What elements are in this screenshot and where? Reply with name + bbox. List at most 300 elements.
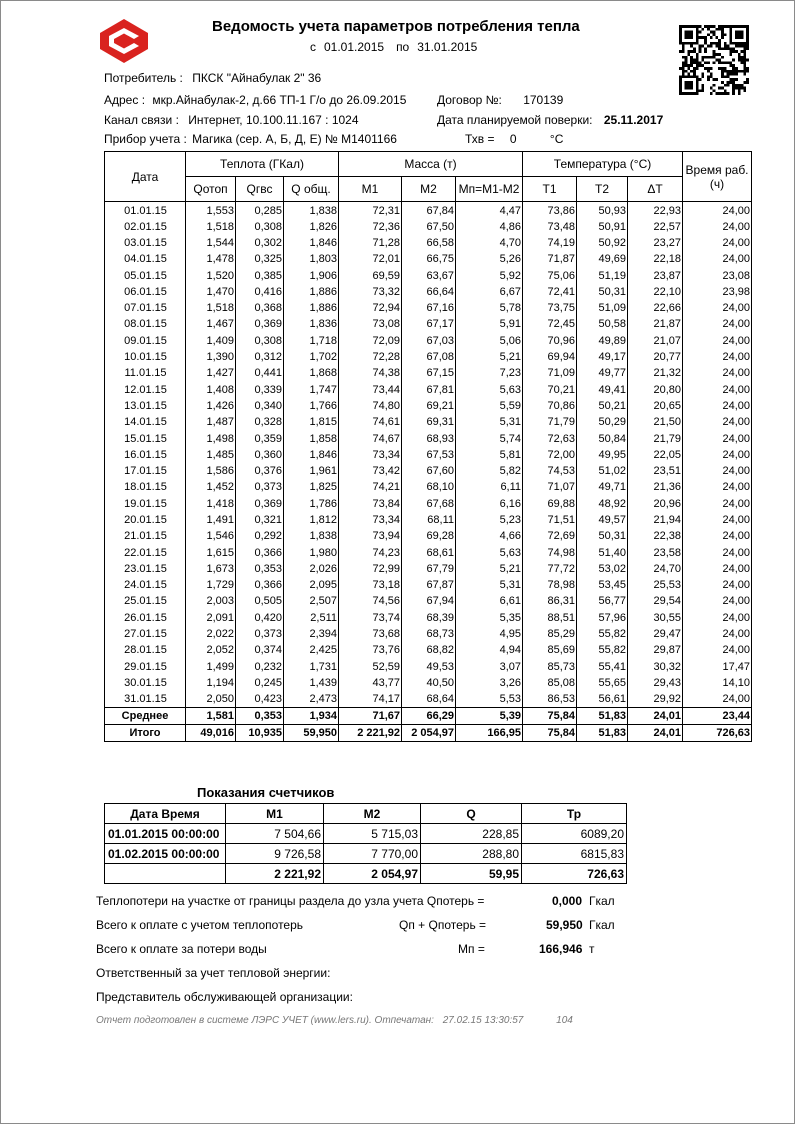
cell-qotop: 1,546	[186, 529, 236, 545]
cell-qotop: 1,452	[186, 480, 236, 496]
cell-time: 24,00	[683, 578, 752, 594]
cell-time: 24,00	[683, 529, 752, 545]
cell-m2: 68,11	[402, 512, 456, 528]
cell-m1: 74,21	[339, 480, 402, 496]
cell-time: 24,00	[683, 235, 752, 251]
table-row	[105, 594, 752, 610]
cell-qtotal: 1,731	[284, 659, 339, 675]
meters-cell: 01.01.2015 00:00:00	[105, 824, 226, 844]
cell-dt: 20,77	[628, 349, 683, 365]
cell-m2: 40,50	[402, 675, 456, 691]
cell-m2: 67,03	[402, 333, 456, 349]
cell-dt: 22,10	[628, 284, 683, 300]
cell-date: 11.01.15	[105, 366, 186, 382]
table-row	[105, 659, 752, 675]
cell-dt: 29,92	[628, 692, 683, 708]
cell-mp: 6,11	[456, 480, 523, 496]
cell-qgvs: 0,369	[236, 317, 284, 333]
cell-m1: 72,99	[339, 561, 402, 577]
cell-mp: 5,81	[456, 447, 523, 463]
address-line	[104, 93, 406, 107]
cell-m1: 74,23	[339, 545, 402, 561]
cell-dt: 21,07	[628, 333, 683, 349]
verify-date: 25.11.2017	[603, 113, 664, 127]
cell-m2: 67,17	[402, 317, 456, 333]
cell-m2: 63,67	[402, 268, 456, 284]
cell-dt: 25,53	[628, 578, 683, 594]
cell-time: 24,00	[683, 447, 752, 463]
table-row	[105, 512, 752, 528]
cell-t1: 75,84	[523, 725, 577, 742]
cell-qtotal: 1,886	[284, 300, 339, 316]
table-row	[105, 415, 752, 431]
channel-line	[104, 113, 359, 127]
col-time-header: Время раб.(ч)	[683, 152, 752, 202]
verify-line	[437, 113, 663, 127]
cell-qotop: 1,553	[186, 202, 236, 220]
cell-m1: 74,56	[339, 594, 402, 610]
period-from: 01.01.2015	[324, 40, 385, 54]
table-row	[105, 366, 752, 382]
table-row	[105, 382, 752, 398]
cell-m1: 73,94	[339, 529, 402, 545]
footer-page: 104	[556, 1015, 573, 1026]
cell-qotop: 1,487	[186, 415, 236, 431]
qr-code-icon	[679, 25, 749, 95]
meters-cell: 6089,20	[522, 824, 627, 844]
cell-t1: 70,21	[523, 382, 577, 398]
cell-time: 24,00	[683, 496, 752, 512]
meters-col-header: М1	[226, 804, 324, 824]
cell-m1: 72,36	[339, 219, 402, 235]
loss-label: Теплопотери на участке от границы раздела до узла учета Qпотерь =	[96, 894, 485, 908]
col-mp-header: Мп=М1-М2	[456, 177, 523, 202]
cell-m1: 73,32	[339, 284, 402, 300]
cell-date: 16.01.15	[105, 447, 186, 463]
cell-qgvs: 0,302	[236, 235, 284, 251]
meters-col-header: Q	[421, 804, 522, 824]
cell-qotop: 1,498	[186, 431, 236, 447]
cell-m2: 2 054,97	[402, 725, 456, 742]
contract-value: 170139	[523, 93, 564, 107]
cell-date: 26.01.15	[105, 610, 186, 626]
cell-time: 17,47	[683, 659, 752, 675]
table-row	[105, 202, 752, 220]
table-row	[105, 561, 752, 577]
water-formula: Мп =	[458, 942, 485, 956]
cell-time: 24,00	[683, 512, 752, 528]
cell-m2: 66,58	[402, 235, 456, 251]
water-unit: т	[589, 942, 595, 956]
cell-qtotal: 2,026	[284, 561, 339, 577]
cell-dt: 29,87	[628, 643, 683, 659]
cell-m1: 74,61	[339, 415, 402, 431]
cell-time: 24,00	[683, 626, 752, 642]
txv-value: 0	[509, 132, 517, 146]
cell-t1: 75,84	[523, 708, 577, 725]
cell-qgvs: 0,359	[236, 431, 284, 447]
cell-m2: 67,15	[402, 366, 456, 382]
table-row	[105, 529, 752, 545]
cell-date: 01.01.15	[105, 202, 186, 220]
table-row	[105, 480, 752, 496]
cell-qgvs: 0,245	[236, 675, 284, 691]
cell-t2: 48,92	[577, 496, 628, 512]
table-row	[105, 300, 752, 316]
table-row	[105, 692, 752, 708]
cell-m1: 71,28	[339, 235, 402, 251]
cell-m2: 67,16	[402, 300, 456, 316]
col-m2-header: М2	[402, 177, 456, 202]
cell-m1: 74,80	[339, 398, 402, 414]
cell-qgvs: 0,292	[236, 529, 284, 545]
cell-time: 24,00	[683, 202, 752, 220]
cell-dt: 23,58	[628, 545, 683, 561]
txv-unit: °С	[549, 132, 564, 146]
device-line	[104, 132, 397, 146]
table-row	[105, 675, 752, 691]
cell-dt: 22,05	[628, 447, 683, 463]
cell-time: 24,00	[683, 480, 752, 496]
cell-qtotal: 1,812	[284, 512, 339, 528]
cell-qotop: 1,485	[186, 447, 236, 463]
cell-qotop: 1,409	[186, 333, 236, 349]
cell-t1: 70,86	[523, 398, 577, 414]
cell-time: 24,00	[683, 300, 752, 316]
cell-date: 22.01.15	[105, 545, 186, 561]
cell-t1: 72,41	[523, 284, 577, 300]
cell-t1: 71,07	[523, 480, 577, 496]
cell-qgvs: 0,420	[236, 610, 284, 626]
cell-mp: 5,59	[456, 398, 523, 414]
cell-dt: 30,55	[628, 610, 683, 626]
cell-t2: 49,95	[577, 447, 628, 463]
cell-t1: 86,31	[523, 594, 577, 610]
cell-t2: 50,58	[577, 317, 628, 333]
cell-t1: 85,08	[523, 675, 577, 691]
cell-m1: 72,28	[339, 349, 402, 365]
cell-qotop: 1,586	[186, 463, 236, 479]
cell-time: 24,00	[683, 398, 752, 414]
cell-t1: 71,79	[523, 415, 577, 431]
cell-dt: 23,27	[628, 235, 683, 251]
cell-qtotal: 59,950	[284, 725, 339, 742]
cell-qgvs: 0,232	[236, 659, 284, 675]
cell-qtotal: 1,826	[284, 219, 339, 235]
cell-m1: 73,18	[339, 578, 402, 594]
cell-time: 24,00	[683, 317, 752, 333]
cell-date: 25.01.15	[105, 594, 186, 610]
cell-mp: 5,63	[456, 545, 523, 561]
cell-mp: 5,53	[456, 692, 523, 708]
cell-t2: 49,17	[577, 349, 628, 365]
col-m1-header: М1	[339, 177, 402, 202]
cell-qtotal: 1,825	[284, 480, 339, 496]
cell-dt: 21,94	[628, 512, 683, 528]
cell-m1: 72,94	[339, 300, 402, 316]
cell-t1: 74,98	[523, 545, 577, 561]
cell-qgvs: 0,505	[236, 594, 284, 610]
cell-qotop: 1,470	[186, 284, 236, 300]
channel-value: Интернет, 10.100.11.167 : 1024	[188, 113, 359, 127]
cell-m1: 43,77	[339, 675, 402, 691]
cell-time: 24,00	[683, 252, 752, 268]
cell-t2: 49,77	[577, 366, 628, 382]
cell-t1: 69,94	[523, 349, 577, 365]
cell-m2: 67,50	[402, 219, 456, 235]
cell-qtotal: 1,846	[284, 447, 339, 463]
cell-date: 13.01.15	[105, 398, 186, 414]
table-row	[105, 235, 752, 251]
cell-mp: 5,74	[456, 431, 523, 447]
average-row	[105, 708, 752, 725]
contract-label: Договор №:	[437, 93, 502, 107]
table-row	[105, 496, 752, 512]
col-qotop-header: Qотоп	[186, 177, 236, 202]
meters-cell: 228,85	[421, 824, 522, 844]
meters-col-header: Дата Время	[105, 804, 226, 824]
cell-time: 24,00	[683, 463, 752, 479]
cell-m1: 73,34	[339, 512, 402, 528]
cell-dt: 22,93	[628, 202, 683, 220]
cell-t2: 50,29	[577, 415, 628, 431]
cell-qtotal: 1,786	[284, 496, 339, 512]
cell-date: 07.01.15	[105, 300, 186, 316]
device-value: Магика (сер. А, Б, Д, Е) № М1401166	[192, 132, 397, 146]
cell-qgvs: 0,385	[236, 268, 284, 284]
cell-m2: 68,93	[402, 431, 456, 447]
cell-qotop: 2,022	[186, 626, 236, 642]
cell-t2: 49,41	[577, 382, 628, 398]
cell-m2: 67,87	[402, 578, 456, 594]
cell-dt: 21,50	[628, 415, 683, 431]
cell-t1: 77,72	[523, 561, 577, 577]
cell-dt: 21,36	[628, 480, 683, 496]
cell-qtotal: 1,934	[284, 708, 339, 725]
cell-t2: 51,09	[577, 300, 628, 316]
cell-qtotal: 2,095	[284, 578, 339, 594]
meters-cell: 2 054,97	[324, 864, 421, 884]
cell-m1: 72,01	[339, 252, 402, 268]
cell-dt: 21,32	[628, 366, 683, 382]
meter-readings-table	[104, 803, 627, 884]
cell-qtotal: 1,702	[284, 349, 339, 365]
cell-qtotal: 1,846	[284, 235, 339, 251]
cell-m2: 68,10	[402, 480, 456, 496]
cell-qotop: 2,091	[186, 610, 236, 626]
cell-date: Итого	[105, 725, 186, 742]
cell-mp: 5,21	[456, 561, 523, 577]
col-heat-header: Теплота (ГКал)	[186, 152, 339, 177]
cell-t2: 50,31	[577, 284, 628, 300]
cell-dt: 29,43	[628, 675, 683, 691]
cell-t2: 50,31	[577, 529, 628, 545]
period-to-label: по	[396, 40, 410, 54]
cell-qotop: 1,390	[186, 349, 236, 365]
col-temp-header: Температура (°С)	[523, 152, 683, 177]
cell-dt: 21,87	[628, 317, 683, 333]
period-to: 31.01.2015	[417, 40, 478, 54]
cell-qgvs: 0,376	[236, 463, 284, 479]
cell-qotop: 1,194	[186, 675, 236, 691]
cell-mp: 3,07	[456, 659, 523, 675]
cell-t1: 85,29	[523, 626, 577, 642]
cell-dt: 20,65	[628, 398, 683, 414]
cell-m2: 68,73	[402, 626, 456, 642]
cell-m1: 72,31	[339, 202, 402, 220]
cell-m2: 69,28	[402, 529, 456, 545]
cell-time: 24,00	[683, 692, 752, 708]
meters-cell: 59,95	[421, 864, 522, 884]
cell-dt: 23,51	[628, 463, 683, 479]
cell-m1: 73,42	[339, 463, 402, 479]
table-row	[105, 398, 752, 414]
cell-qotop: 1,427	[186, 366, 236, 382]
cell-t1: 73,86	[523, 202, 577, 220]
meters-title: Показания счетчиков	[197, 785, 335, 800]
cell-qgvs: 0,366	[236, 578, 284, 594]
cell-t1: 71,87	[523, 252, 577, 268]
cell-mp: 4,95	[456, 626, 523, 642]
cell-date: 15.01.15	[105, 431, 186, 447]
txv-line	[465, 132, 563, 146]
consumer-value: ПКСК "Айнабулак 2" 36	[192, 71, 322, 85]
cell-qotop: 1,673	[186, 561, 236, 577]
col-date-header: Дата	[105, 152, 186, 202]
consumer-line	[104, 71, 321, 85]
table-row	[105, 317, 752, 333]
cell-mp: 6,61	[456, 594, 523, 610]
table-row	[105, 643, 752, 659]
cell-dt: 22,66	[628, 300, 683, 316]
cell-time: 24,00	[683, 366, 752, 382]
cell-time: 24,00	[683, 333, 752, 349]
cell-qgvs: 0,366	[236, 545, 284, 561]
cell-t2: 49,69	[577, 252, 628, 268]
cell-time: 24,00	[683, 382, 752, 398]
cell-t2: 53,02	[577, 561, 628, 577]
cell-m1: 74,17	[339, 692, 402, 708]
cell-qotop: 1,426	[186, 398, 236, 414]
cell-qotop: 1,581	[186, 708, 236, 725]
responsible-label: Ответственный за учет тепловой энергии:	[96, 966, 331, 980]
cell-mp: 5,35	[456, 610, 523, 626]
report-title: Ведомость учета параметров потребления тепла	[212, 18, 580, 35]
cell-qtotal: 1,906	[284, 268, 339, 284]
cell-qotop: 1,408	[186, 382, 236, 398]
cell-mp: 5,31	[456, 578, 523, 594]
cell-m2: 66,29	[402, 708, 456, 725]
meters-row	[105, 824, 627, 844]
cell-t1: 70,96	[523, 333, 577, 349]
cell-mp: 4,94	[456, 643, 523, 659]
cell-qgvs: 0,308	[236, 333, 284, 349]
cell-t1: 71,51	[523, 512, 577, 528]
cell-t1: 74,53	[523, 463, 577, 479]
cell-qgvs: 0,368	[236, 300, 284, 316]
cell-mp: 6,67	[456, 284, 523, 300]
cell-mp: 5,78	[456, 300, 523, 316]
cell-qgvs: 0,325	[236, 252, 284, 268]
table-row	[105, 333, 752, 349]
cell-m2: 68,39	[402, 610, 456, 626]
cell-mp: 5,23	[456, 512, 523, 528]
cell-date: 17.01.15	[105, 463, 186, 479]
cell-m2: 67,60	[402, 463, 456, 479]
cell-m2: 67,68	[402, 496, 456, 512]
address-label: Адрес :	[104, 93, 146, 107]
meters-row	[105, 844, 627, 864]
water-label: Всего к оплате за потери воды	[96, 942, 267, 956]
meters-cell: 726,63	[522, 864, 627, 884]
cell-mp: 4,66	[456, 529, 523, 545]
cell-mp: 5,63	[456, 382, 523, 398]
cell-t1: 85,69	[523, 643, 577, 659]
cell-t2: 51,83	[577, 708, 628, 725]
table-row	[105, 545, 752, 561]
cell-qgvs: 0,353	[236, 561, 284, 577]
cell-t2: 49,71	[577, 480, 628, 496]
cell-qotop: 1,478	[186, 252, 236, 268]
cell-t2: 51,40	[577, 545, 628, 561]
meters-cell: 288,80	[421, 844, 522, 864]
col-t2-header: Т2	[577, 177, 628, 202]
cell-mp: 5,39	[456, 708, 523, 725]
cell-date: 28.01.15	[105, 643, 186, 659]
cell-m2: 66,64	[402, 284, 456, 300]
cell-dt: 22,18	[628, 252, 683, 268]
cell-m2: 69,31	[402, 415, 456, 431]
cell-t2: 49,89	[577, 333, 628, 349]
meters-col-header: М2	[324, 804, 421, 824]
cell-t2: 53,45	[577, 578, 628, 594]
pay-label: Всего к оплате с учетом теплопотерь	[96, 918, 304, 932]
cell-mp: 5,91	[456, 317, 523, 333]
cell-qtotal: 1,836	[284, 317, 339, 333]
cell-m2: 49,53	[402, 659, 456, 675]
cell-m2: 67,84	[402, 202, 456, 220]
cell-date: 02.01.15	[105, 219, 186, 235]
cell-date: 31.01.15	[105, 692, 186, 708]
cell-m1: 73,68	[339, 626, 402, 642]
representative-label: Представитель обслуживающей организации:	[96, 990, 353, 1004]
report-period	[310, 40, 485, 54]
table-row	[105, 284, 752, 300]
cell-m2: 67,81	[402, 382, 456, 398]
cell-mp: 4,70	[456, 235, 523, 251]
cell-t1: 69,88	[523, 496, 577, 512]
cell-mp: 166,95	[456, 725, 523, 742]
cell-t2: 57,96	[577, 610, 628, 626]
cell-qtotal: 1,961	[284, 463, 339, 479]
cell-t1: 71,09	[523, 366, 577, 382]
cell-qgvs: 0,321	[236, 512, 284, 528]
cell-mp: 5,26	[456, 252, 523, 268]
cell-qotop: 1,729	[186, 578, 236, 594]
cell-t2: 50,91	[577, 219, 628, 235]
cell-t1: 72,45	[523, 317, 577, 333]
table-row	[105, 431, 752, 447]
cell-qgvs: 0,353	[236, 708, 284, 725]
cell-t2: 55,65	[577, 675, 628, 691]
cell-m1: 52,59	[339, 659, 402, 675]
cell-qgvs: 0,373	[236, 480, 284, 496]
address-value: мкр.Айнабулак-2, д.66 ТП-1 Г/о до 26.09.2015	[152, 93, 407, 107]
cell-date: 21.01.15	[105, 529, 186, 545]
verify-label: Дата планируемой поверки:	[437, 113, 593, 127]
cell-t2: 55,82	[577, 626, 628, 642]
consumer-label: Потребитель :	[104, 71, 183, 85]
